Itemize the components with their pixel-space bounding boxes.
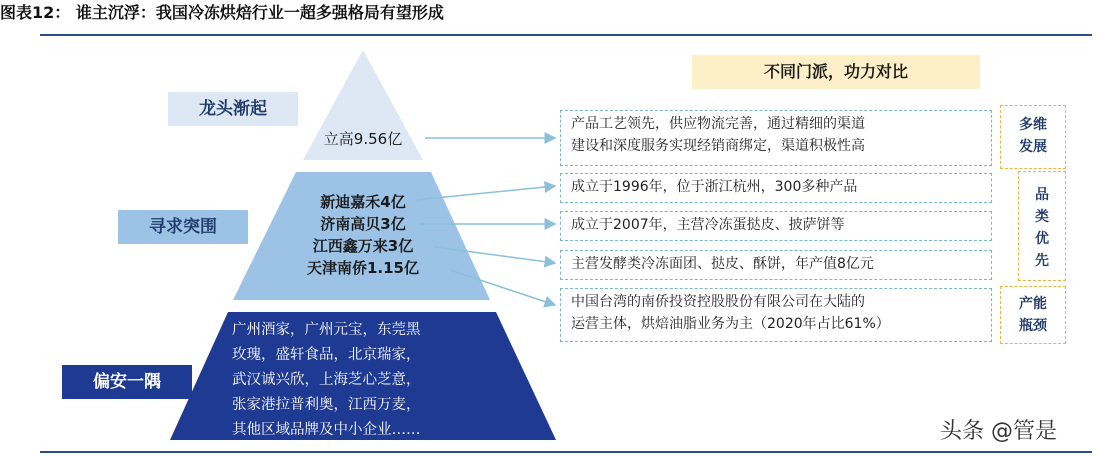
tier-content-middle bbox=[283, 191, 443, 279]
tag-text: 产能 bbox=[1019, 296, 1047, 312]
tier-content-bottom bbox=[232, 318, 502, 443]
description-line: 运营主体，烘焙油脂业务为主（2020年占比61%） bbox=[571, 316, 890, 332]
description-line: 产品工艺领先，供应物流完善，通过精细的渠道 bbox=[571, 116, 865, 132]
company-item: 立高9.56亿 bbox=[323, 130, 403, 148]
comparison-header: 不同门派，功力对比 bbox=[692, 55, 980, 89]
tag-text: 多维 bbox=[1019, 117, 1047, 133]
description-box-2 bbox=[560, 173, 992, 203]
company-item: 江西鑫万来3亿 bbox=[312, 237, 414, 255]
description-box-5 bbox=[560, 288, 992, 342]
description-box-1 bbox=[560, 110, 992, 166]
description-line: 中国台湾的南侨投资控股股份有限公司在大陆的 bbox=[571, 294, 865, 310]
description-box-3 bbox=[560, 211, 992, 241]
tier-content-top bbox=[303, 128, 423, 150]
description-line: 成立于2007年，主营冷冻蛋挞皮、披萨饼等 bbox=[571, 217, 845, 233]
tier-label-middle: 寻求突围 bbox=[118, 210, 248, 244]
figure-title: 图表12： 谁主沉浮：我国冷冻烘焙行业一超多强格局有望形成 bbox=[0, 3, 444, 22]
watermark: 头条 @管是 bbox=[940, 419, 1057, 444]
company-item: 广州酒家，广州元宝，东莞黑 bbox=[232, 322, 421, 338]
tag-text: 瓶颈 bbox=[1019, 318, 1047, 334]
tag-text: 品 bbox=[1035, 187, 1049, 203]
description-line: 主营发酵类冷冻面团、挞皮、酥饼，年产值8亿元 bbox=[571, 256, 874, 272]
tag-capacity-bottleneck bbox=[1000, 286, 1066, 344]
company-item: 天津南侨1.15亿 bbox=[306, 259, 419, 277]
company-item: 济南高贝3亿 bbox=[320, 215, 406, 233]
bottom-rule bbox=[40, 451, 1092, 453]
company-item: 新迪嘉禾4亿 bbox=[320, 193, 406, 211]
tier-label-bottom: 偏安一隅 bbox=[62, 365, 192, 399]
description-line: 建设和深度服务实现经销商绑定，渠道积极性高 bbox=[571, 138, 865, 154]
company-item: 武汉诚兴欣，上海芝心芝意， bbox=[232, 372, 421, 388]
tag-text: 发展 bbox=[1019, 139, 1047, 155]
tag-text: 先 bbox=[1035, 253, 1049, 269]
description-line: 成立于1996年，位于浙江杭州，300多种产品 bbox=[571, 179, 858, 195]
tag-category-priority bbox=[1018, 171, 1066, 281]
company-item: 玫瑰，盛轩食品，北京瑞家， bbox=[232, 347, 421, 363]
tier-label-top: 龙头渐起 bbox=[168, 92, 298, 126]
description-box-4 bbox=[560, 250, 992, 280]
company-item: 其他区域品牌及中小企业…… bbox=[232, 422, 421, 438]
tag-multi-development bbox=[1000, 105, 1066, 169]
tag-text: 优 bbox=[1035, 231, 1049, 247]
company-item: 张家港拉普利奥，江西万麦， bbox=[232, 397, 421, 413]
tag-text: 类 bbox=[1035, 209, 1049, 225]
